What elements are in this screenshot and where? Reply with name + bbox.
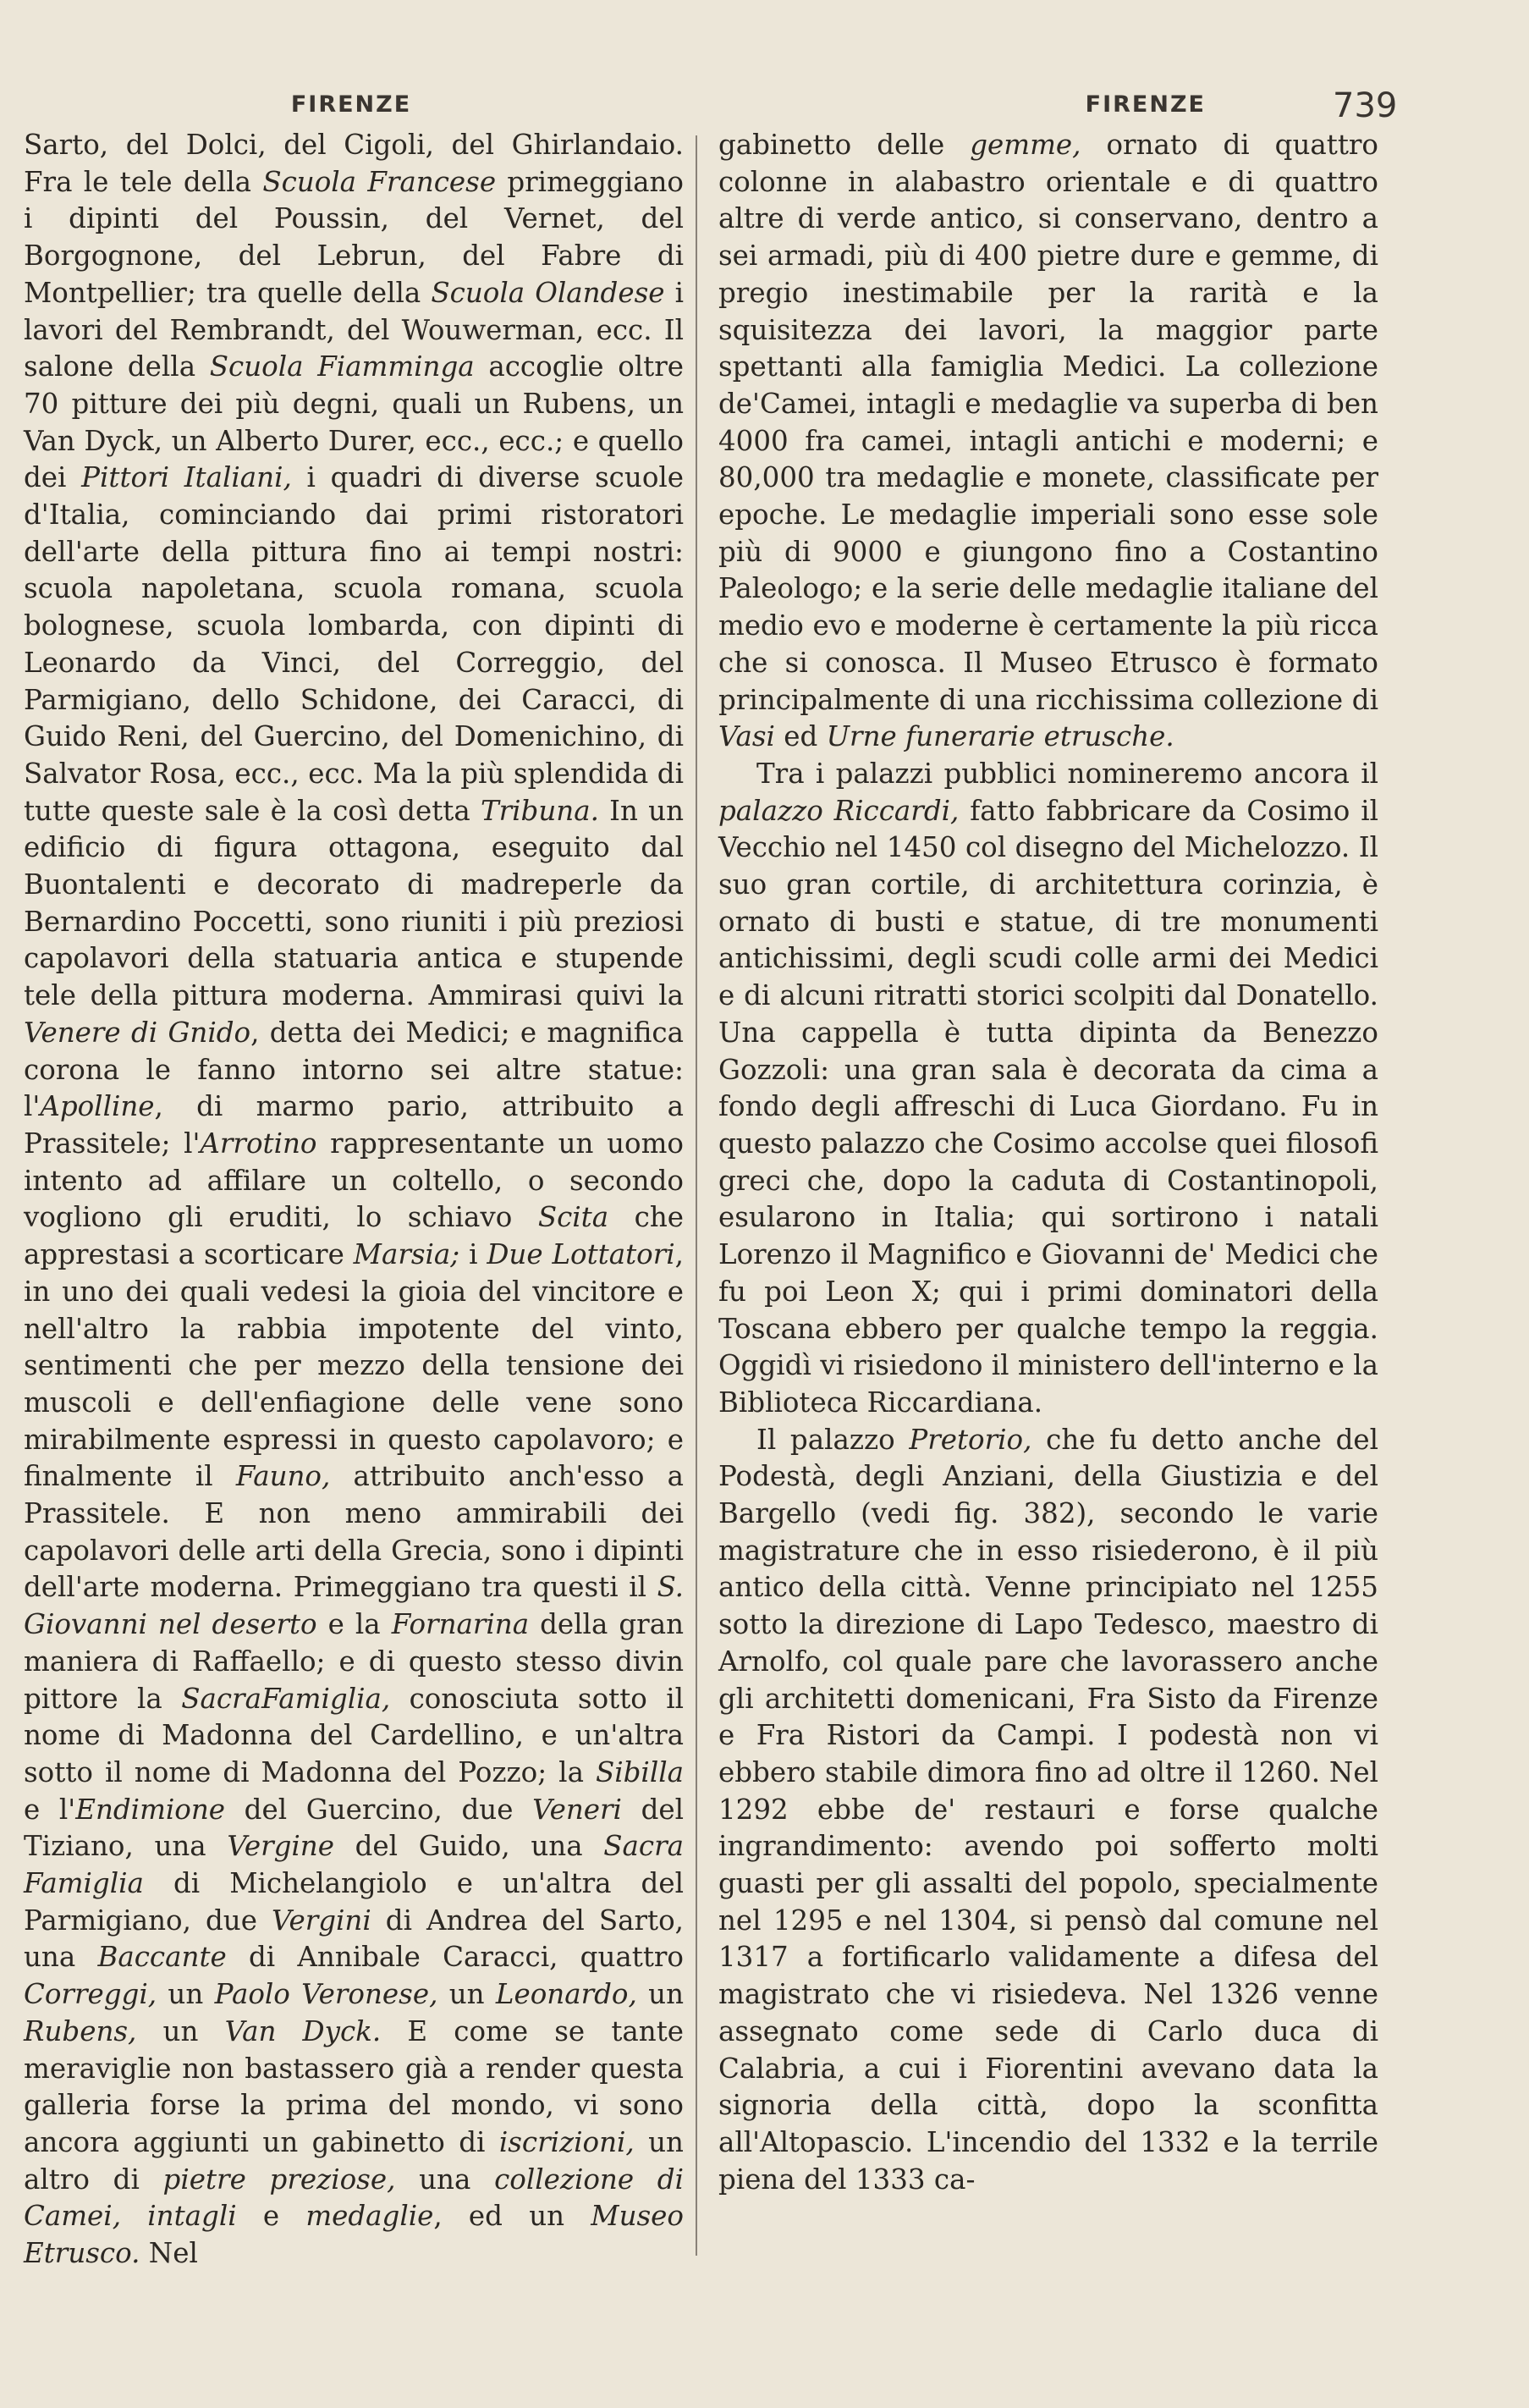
text-run: della gran maniera di Raffaello; e di questo stesso divin pittore la	[24, 1608, 684, 1715]
italic-text: Vergini	[271, 1904, 371, 1937]
text-run: e l'	[24, 1793, 76, 1826]
text-run: un	[136, 2014, 225, 2047]
paragraph	[718, 1422, 1378, 2199]
text-run: e	[236, 2200, 306, 2233]
italic-text: Arrotino	[200, 1127, 317, 1160]
running-header-right: FIRENZE	[1085, 91, 1206, 118]
text-run: E come se tante meraviglie non bastassero già a render questa galleria forse la prima del mondo, vi sono ancora aggiunti un gabinetto di	[24, 2014, 684, 2158]
text-run: una	[395, 2163, 495, 2196]
text-run: ornato di quattro colonne in alabastro orientale e di quattro altre di verde antico, si conservano, dentro a sei armadi, più di 400 pietre dure e gemme, di pregio inestimabile per la rarità e la squisitezza dei lavori, la maggior parte spettanti alla famiglia Medici. La collezione de'Camei, intagli e medaglie va superba di ben 4000 fra camei, intagli antichi e moderni; e 80,000 tra medaglie e monete, classificate per epoche. Le medaglie imperiali sono esse sole più di 9000 e giungono fino a Costantino Paleologo; e la serie delle medaglie italiane del medio evo e moderne è certamente la più ricca che si conosca. Il Museo Etrusco è formato principalmente di una ricchissima collezione di	[718, 129, 1378, 716]
italic-text: Van Dyck.	[224, 2014, 382, 2047]
paragraph	[718, 756, 1378, 1422]
text-run: conosciuta sotto il nome di Madonna del Cardellino, e un'altra sotto il nome di Madonna del Pozzo; la	[24, 1682, 684, 1788]
italic-text: Museo Etrusco.	[24, 2200, 684, 2270]
italic-text: S. Giovanni nel deserto	[24, 1571, 684, 1641]
text-run: un	[636, 1978, 685, 2011]
right-column	[718, 127, 1378, 2198]
text-run: i quadri di diverse scuole d'Italia, cominciando dai primi ristoratori dell'arte della pittura fino ai tempi nostri: scuola napoletana, scuola romana, scuola bolognese, scuola lombarda, con dipinti di Leonardo da Vinci, del Correggio, del Parmigiano, dello Schidone, dei Caracci, di Guido Reni, del Guercino, del Domenichino, di Salvator Rosa, ecc., ecc. Ma la più splendida di tutte queste sale è la così detta	[24, 461, 685, 827]
italic-text: Endimione	[75, 1793, 226, 1826]
text-run: Il palazzo	[756, 1423, 910, 1456]
text-run: i	[459, 1238, 487, 1271]
text-run: un altro di	[24, 2125, 684, 2196]
text-run: primeggiano i dipinti del Poussin, del Vernet, del Borgognone, del Lebrun, del Fabre di Montpellier; tra quelle della	[24, 165, 684, 309]
italic-text: iscrizioni,	[498, 2125, 635, 2158]
italic-text: Pittori Italiani,	[81, 461, 292, 494]
column-divider	[696, 135, 697, 2256]
italic-text: Leonardo,	[495, 1978, 637, 2011]
text-run: Tra i palazzi pubblici nomineremo ancora il	[756, 757, 1378, 790]
text-run: un	[157, 1978, 215, 2011]
text-run: del Guido, una	[333, 1830, 604, 1863]
italic-text: palazzo Riccardi,	[718, 794, 960, 827]
italic-text: Baccante	[97, 1941, 227, 1974]
text-run: del Guercino, due	[225, 1793, 533, 1826]
italic-text: pietre preziose,	[162, 2163, 396, 2196]
text-run: rappresentante un uomo intento ad affilare un coltello, o secondo vogliono gli eruditi, lo schiavo	[24, 1127, 684, 1234]
text-run: del Tiziano, una	[24, 1793, 684, 1863]
text-run: fatto fabbricare da Cosimo il Vecchio nel 1450 col disegno del Michelozzo. Il suo gran cortile, di architettura corinzia, è ornato di busti e statue, di tre monumenti antichissimi, degli scudi colle armi dei Medici e di alcuni ritratti storici scolpiti dal Donatello. Una cappella è tutta dipinta da Benezzo Gozzoli: una gran sala è decorata da cima a fondo degli affreschi di Luca Giordano. Fu in questo palazzo che Cosimo accolse quei filosofi greci che, dopo la caduta di Costantinopoli, esularono in Italia; qui sortirono i natali Lorenzo il Magnifico e Giovanni de' Medici che fu poi Leon X; qui i primi dominatori della Toscana ebbero per qualche tempo la reggia. Oggidì vi risiedono il ministero dell'interno e la Biblioteca Riccardiana.	[718, 794, 1378, 1419]
italic-text: gemme,	[970, 129, 1081, 161]
text-run: attribuito anch'esso a Prassitele. E non meno ammirabili dei capolavori delle arti della Grecia, sono i dipinti dell'arte moderna. Primeggiano tra questi il	[24, 1460, 685, 1604]
italic-text: Sibilla	[595, 1755, 684, 1788]
text-run: un	[437, 1978, 496, 2011]
italic-text: Marsia;	[353, 1238, 460, 1271]
italic-text: Sacra Famiglia	[24, 1830, 684, 1900]
italic-text: Venere di Gnido	[24, 1016, 251, 1049]
italic-text: Urne funerarie etrusche.	[826, 720, 1174, 753]
italic-text: medaglie	[305, 2200, 434, 2233]
text-run: ed	[774, 720, 827, 753]
paragraph	[718, 127, 1378, 756]
italic-text: Due Lottatori	[487, 1238, 675, 1271]
italic-text: Tribuna.	[480, 794, 599, 827]
italic-text: Scuola Fiamminga	[209, 350, 475, 383]
text-run: , in uno dei quali vedesi la gioia del vincitore e nell'altro la rabbia impotente del vinto, sentimenti che per mezzo della tensione dei muscoli e dell'enfiagione delle vene sono mirabilmente espressi in questo capolavoro; e finalmente il	[24, 1238, 684, 1493]
text-run: e la	[316, 1608, 392, 1641]
text-run: i lavori del Rembrandt, del Wouwerman, ecc. Il salone della	[24, 276, 684, 383]
text-run: di Annibale Caracci, quattro	[226, 1941, 684, 1974]
italic-text: Scita	[537, 1201, 609, 1234]
text-run: di Andrea del Sarto, una	[24, 1904, 684, 1974]
text-run: In un edificio di figura ottagona, eseguito dal Buontalenti e decorato di madreperle da Bernardino Poccetti, sono riuniti i più preziosi capolavori della statuaria antica e stupende tele della pittura moderna. Ammirasi quivi la	[24, 794, 685, 1012]
italic-text: Rubens,	[24, 2014, 137, 2047]
text-run: accoglie oltre 70 pitture dei più degni, quali un Rubens, un Van Dyck, un Alberto Durer, ecc., ecc.; e quello dei	[24, 350, 684, 494]
italic-text: Fauno,	[235, 1460, 331, 1493]
text-run: , detta dei Medici; e magnifica corona le fanno intorno sei altre statue: l'	[24, 1016, 684, 1123]
left-column	[24, 127, 684, 2273]
text-run: di Michelangiolo e un'altra del Parmigiano, due	[24, 1867, 684, 1937]
text-run: , di marmo pario, attribuito a Prassitele; l'	[24, 1090, 684, 1160]
italic-text: Scuola Francese	[262, 165, 497, 198]
italic-text: Veneri	[532, 1793, 622, 1826]
page-number: 739	[1333, 86, 1398, 125]
italic-text: SacraFamiglia,	[181, 1682, 391, 1715]
italic-text: Pretorio,	[909, 1423, 1032, 1456]
italic-text: Paolo Veronese,	[214, 1978, 438, 2011]
text-run: gabinetto delle	[718, 129, 971, 161]
italic-text: Correggi,	[24, 1978, 157, 2011]
text-run: che fu detto anche del Podestà, degli Anziani, della Giustizia e del Bargello (vedi fig. 382), secondo le varie magistrature che in esso risiederono, è il più antico della città. Venne principiato nel 1255 sotto la direzione di Lapo Tedesco, maestro di Arnolfo, col quale pare che lavorassero anche gli architetti domenicani, Fra Sisto da Firenze e Fra Ristori da Campi. I podestà non vi ebbero stabile dimora fino ad oltre il 1260. Nel 1292 ebbe de' restauri e forse qualche ingrandimento: avendo poi sofferto molti guasti per gli assalti del popolo, specialmente nel 1295 e nel 1304, si pensò dal comune nel 1317 a fortificarlo validamente a difesa del magistrato che vi risiedeva. Nel 1326 venne assegnato come sede di Carlo duca di Calabria, a cui i Fiorentini avevano data la signoria della città, dopo la sconfitta all'Altopascio. L'incendio del 1332 e la terrile piena del 1333 ca-	[718, 1423, 1378, 2196]
text-run: Nel	[140, 2237, 198, 2270]
italic-text: collezione di Camei, intagli	[24, 2163, 685, 2233]
text-run: che apprestasi a scorticare	[24, 1201, 684, 1271]
text-run: , ed un	[433, 2200, 591, 2233]
running-header-left: FIRENZE	[290, 91, 412, 118]
text-run: Sarto, del Dolci, del Cigoli, del Ghirlandaio. Fra le tele della	[24, 129, 684, 198]
paragraph	[24, 127, 684, 2273]
italic-text: Apolline	[40, 1090, 155, 1123]
italic-text: Scuola Olandese	[431, 276, 665, 309]
italic-text: Vasi	[718, 720, 775, 753]
italic-text: Fornarina	[391, 1608, 530, 1641]
italic-text: Vergine	[227, 1830, 334, 1863]
